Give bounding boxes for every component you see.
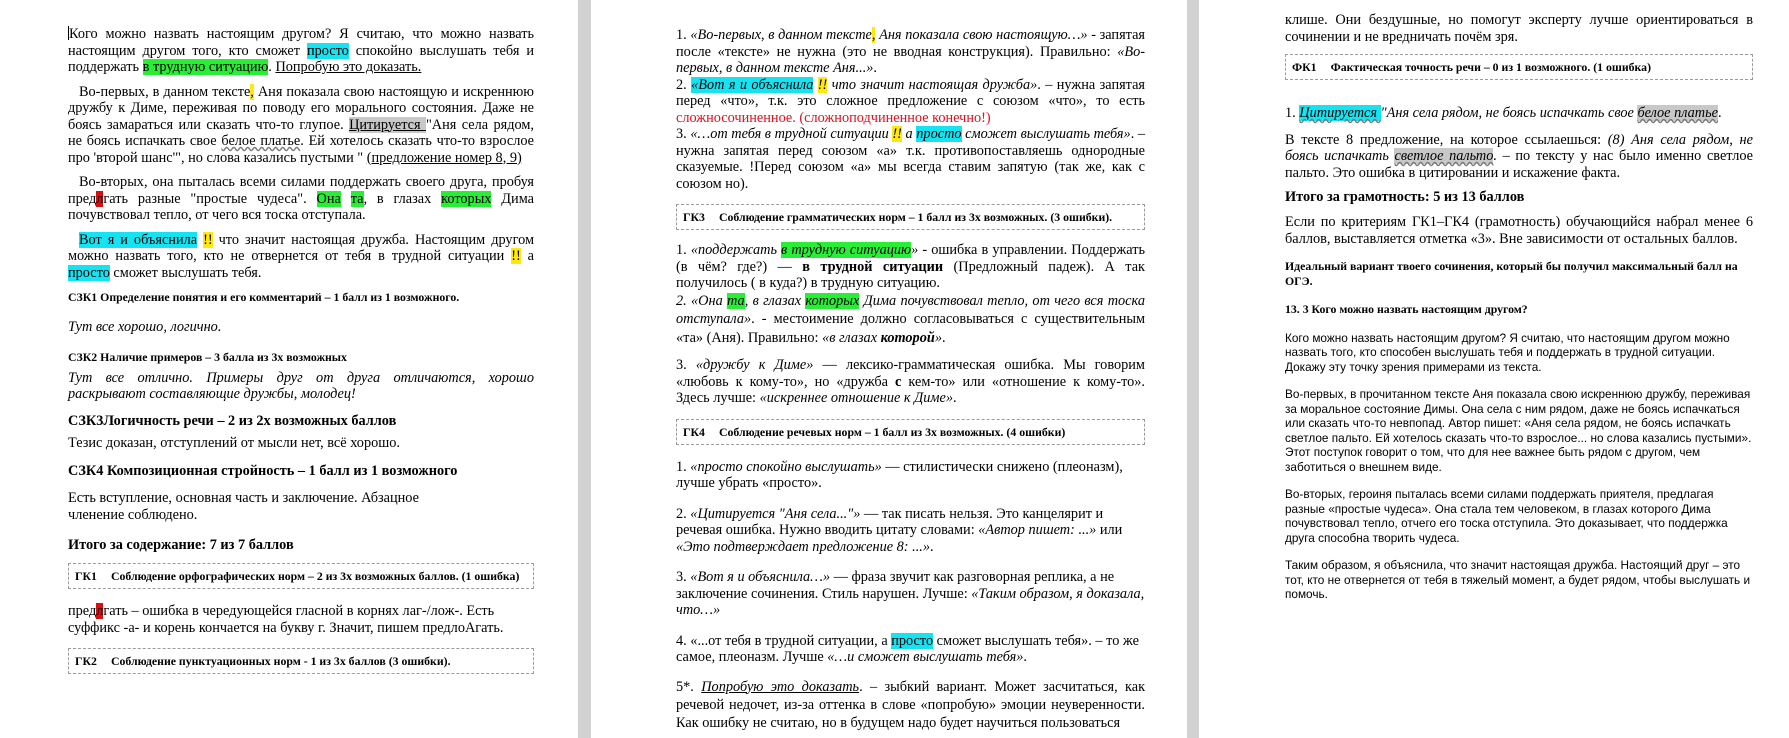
- error-item: 2. «Цитируется "Аня села..."» — так писать нельзя. Это канцелярит и речевая ошибка. Нужно вводить цитату словами: «Автор пишет: ...» или «Это подтверждает предложение 8: ...».: [676, 505, 1123, 555]
- error-item: В тексте 8 предложение, на которое ссылаешься: (8) Аня села рядом, не боясь испачкать светлое пальто. – по тексту у нас было именно светлое пальто. Это ошибка в цитировании и искажение факта.: [1285, 131, 1753, 181]
- error-item: 1. «просто спокойно выслушать» — стилистически снижено (плеоназм), лучше убрать «просто».: [676, 458, 1123, 491]
- ideal-essay-paragraph: Во-вторых, героиня пыталась всеми силами поддержать приятеля, предлагая разные «простые чудеса». Она стала тем человеком, в глазах которого Дима почувствовал тепло, отчего его тоска отступила. Это доказывает, что поддержка друга способна творить чудеса.: [1285, 487, 1728, 545]
- criterion-heading: СЗК2 Наличие примеров – 3 балла из 3х возможных: [68, 349, 347, 364]
- criterion-comment: предлгать – ошибка в чередующейся гласной в корнях лаг-/лож-. Есть суффикс -а- и корень кончается на букву г. Значит, пишем предлоАгать.: [68, 603, 504, 636]
- criterion-box-gk2: ГК2 Соблюдение пунктуационных норм - 1 из 3х баллов (3 ошибки).: [68, 648, 534, 674]
- total-content: Итого за содержание: 7 из 7 баллов: [68, 537, 294, 553]
- essay-paragraph: Во-первых, в данном тексте, Аня показала свою настоящую и искреннюю дружбу к Диме, переживая по поводу его морального состояния. Даже не боясь замараться или сказать что-то глупое. Цитируется "Аня села рядом, не боясь испачкать свое белое платье. Ей хотелось сказать что-то взрослое про 'второй шанс'", но слова казались пустыми " (предложение номер 8, 9): [68, 83, 535, 166]
- criterion-comment: Есть вступление, основная часть и заключение. Абзацное членение соблюдено.: [68, 490, 419, 523]
- ideal-essay-paragraph: Кого можно назвать настоящим другом? Я считаю, что настоящим другом можно назвать того, кто способен выслушать тебя и поддержать в трудной ситуации. Докажу эту точку зрения примерами из текста.: [1285, 330, 1730, 374]
- document-page-3[interactable]: [1199, 0, 1789, 738]
- criterion-comment: Тезис доказан, отступлений от мысли нет, всё хорошо.: [68, 434, 400, 451]
- error-item: 5*. Попробую это доказать. – зыбкий вариант. Может засчитаться, как речевой недочет, из-за оттенка в слове «попробую» эмоции неуверенности. Как ошибку не считаю, но в будущем надо будет научиться пользоваться: [676, 678, 1146, 731]
- ideal-essay-heading: Идеальный вариант твоего сочинения, который бы получил максимальный балл на ОГЭ.: [1285, 259, 1738, 288]
- criterion-heading: СЗК3Логичность речи – 2 из 2х возможных баллов: [68, 412, 397, 429]
- ideal-essay-topic: 13. 3 Кого можно назвать настоящим другом?: [1285, 302, 1528, 316]
- error-item: 3. «дружбу к Диме» — лексико-грамматическая ошибка. Мы говорим «любовь к кому-то», но «дружба с кем-то» или «отношение к кому-то». Здесь лучше: «искреннее отношение к Диме».: [676, 357, 1145, 406]
- error-item: 3. «…от тебя в трудной ситуации !! а просто сможет выслушать тебя». – нужна запятая перед союзом «а» т.к. противопоставляешь однородные сказуемые. !Перед союзом «а» мы всегда ставим запятую (так же, как с союзом но).: [676, 126, 1146, 192]
- comment-continued: клише. Они бездушные, но помогут эксперту лучше ориентироваться в сочинении и не вредничать почём зря.: [1285, 12, 1753, 45]
- error-item: 3. «Вот я и объяснила…» — фраза звучит как разговорная реплика, а не заключение сочинения. Стиль нарушен. Лучше: «Таким образом, я доказала, что…»: [676, 569, 1145, 618]
- criterion-box-gk3: ГК3 Соблюдение грамматических норм – 1 балл из 3х возможных. (3 ошибки).: [676, 204, 1145, 230]
- page-gap: [578, 0, 591, 738]
- error-item: 1. «поддержать в трудную ситуацию» - ошибка в управлении. Поддержать (в чём? где?) — в трудной ситуации (Предложный падеж). А так получилось ( в куда?) в трудную ситуацию.: [676, 242, 1146, 291]
- document-page-1[interactable]: [0, 0, 578, 738]
- criterion-box-fk1: ФК1 Фактическая точность речи – 0 из 1 возможного. (1 ошибка): [1285, 54, 1753, 80]
- error-item: 2. «Вот я и объяснила !! что значит настоящая дружба». – нужна запятая перед «что», т.к. это сложное предложение с союзом «что», то есть сложносочиненное. (сложноподчиненное конечно!): [676, 76, 1146, 126]
- criterion-comment: Тут все хорошо, логично.: [68, 319, 222, 335]
- criterion-box-gk4: ГК4 Соблюдение речевых норм – 1 балл из 3х возможных. (4 ошибки): [676, 419, 1145, 445]
- criterion-heading: СЗК4 Композиционная стройность – 1 балл из 1 возможного: [68, 463, 458, 479]
- criterion-heading: СЗК1 Определение понятия и его комментарий – 1 балл из 1 возможного.: [68, 290, 460, 304]
- grading-note: Если по критериям ГК1–ГК4 (грамотность) обучающийся набрал менее 6 баллов, выставляется отметка «3». Вне зависимости от остальных баллов.: [1285, 214, 1753, 247]
- error-item: 2. «Она та, в глазах которых Дима почувствовал тепло, от чего вся тоска отступала». - местоимение должно согласовываться с существительным «та» (Аня). Правильно: «в глазах которой».: [676, 292, 1145, 346]
- criterion-comment: Тут все отлично. Примеры друг от друга отличаются, хорошо раскрывают составляющие дружбы, молодец!: [68, 369, 534, 402]
- page-gap: [1187, 0, 1199, 738]
- ideal-essay-paragraph: Таким образом, я объяснила, что значит настоящая дружба. Настоящий друг – это тот, кто не отвернется от тебя в тяжелый момент, а будет рядом, чтобы выслушать и помочь.: [1285, 558, 1751, 601]
- error-item: 4. «...от тебя в трудной ситуации, а просто сможет выслушать тебя». – то же самое, плеоназм. Лучше «…и сможет выслушать тебя».: [676, 632, 1139, 665]
- document-page-2[interactable]: [591, 0, 1187, 738]
- criterion-box-gk1: ГК1 Соблюдение орфографических норм – 2 из 3х возможных баллов. (1 ошибка): [68, 563, 534, 589]
- error-item: 1. «Во-первых, в данном тексте, Аня показала свою настоящую…» - запятая после «тексте» не нужна (это не вводная конструкция). Правильно: «Во-первых, в данном тексте Аня...».: [676, 27, 1145, 76]
- total-literacy: Итого за грамотность: 5 из 13 баллов: [1285, 189, 1525, 205]
- essay-paragraph: Кого можно назвать настоящим другом? Я считаю, что можно назвать настоящим другом того, кто сможет просто спокойно выслушать тебя и поддержать в трудную ситуацию. Попробую это доказать.: [68, 26, 534, 75]
- essay-paragraph: Вот я и объяснила !! что значит настоящая дружба. Настоящим другом можно назвать того, кто не отвернется от тебя в трудной ситуации !! а просто сможет выслушать тебя.: [68, 231, 535, 281]
- essay-paragraph: Во-вторых, она пыталась всеми силами поддержать своего друга, пробуя предлгать разные "простые чудеса". Она та, в глазах которых Дима почувствовал тепло, от чего вся тоска отступала.: [68, 174, 535, 223]
- error-item: 1. Цитируется "Аня села рядом, не боясь испачкать свое белое платье.: [1285, 105, 1722, 121]
- ideal-essay-paragraph: Во-первых, в прочитанном тексте Аня показала свою искреннюю дружбу, переживая за моральное состояние Димы. Она села с ним рядом, даже не боясь испачкаться или сказать что-то невпопад. Автор пишет: «Аня села рядом, не боясь испачкать светлое пальто. Ей хотелось сказать что-то взрослое... но слова казались пустыми». Этот поступок говорит о том, что для нее важнее быть рядом с другом, чем заботиться о внешнем виде.: [1285, 387, 1752, 474]
